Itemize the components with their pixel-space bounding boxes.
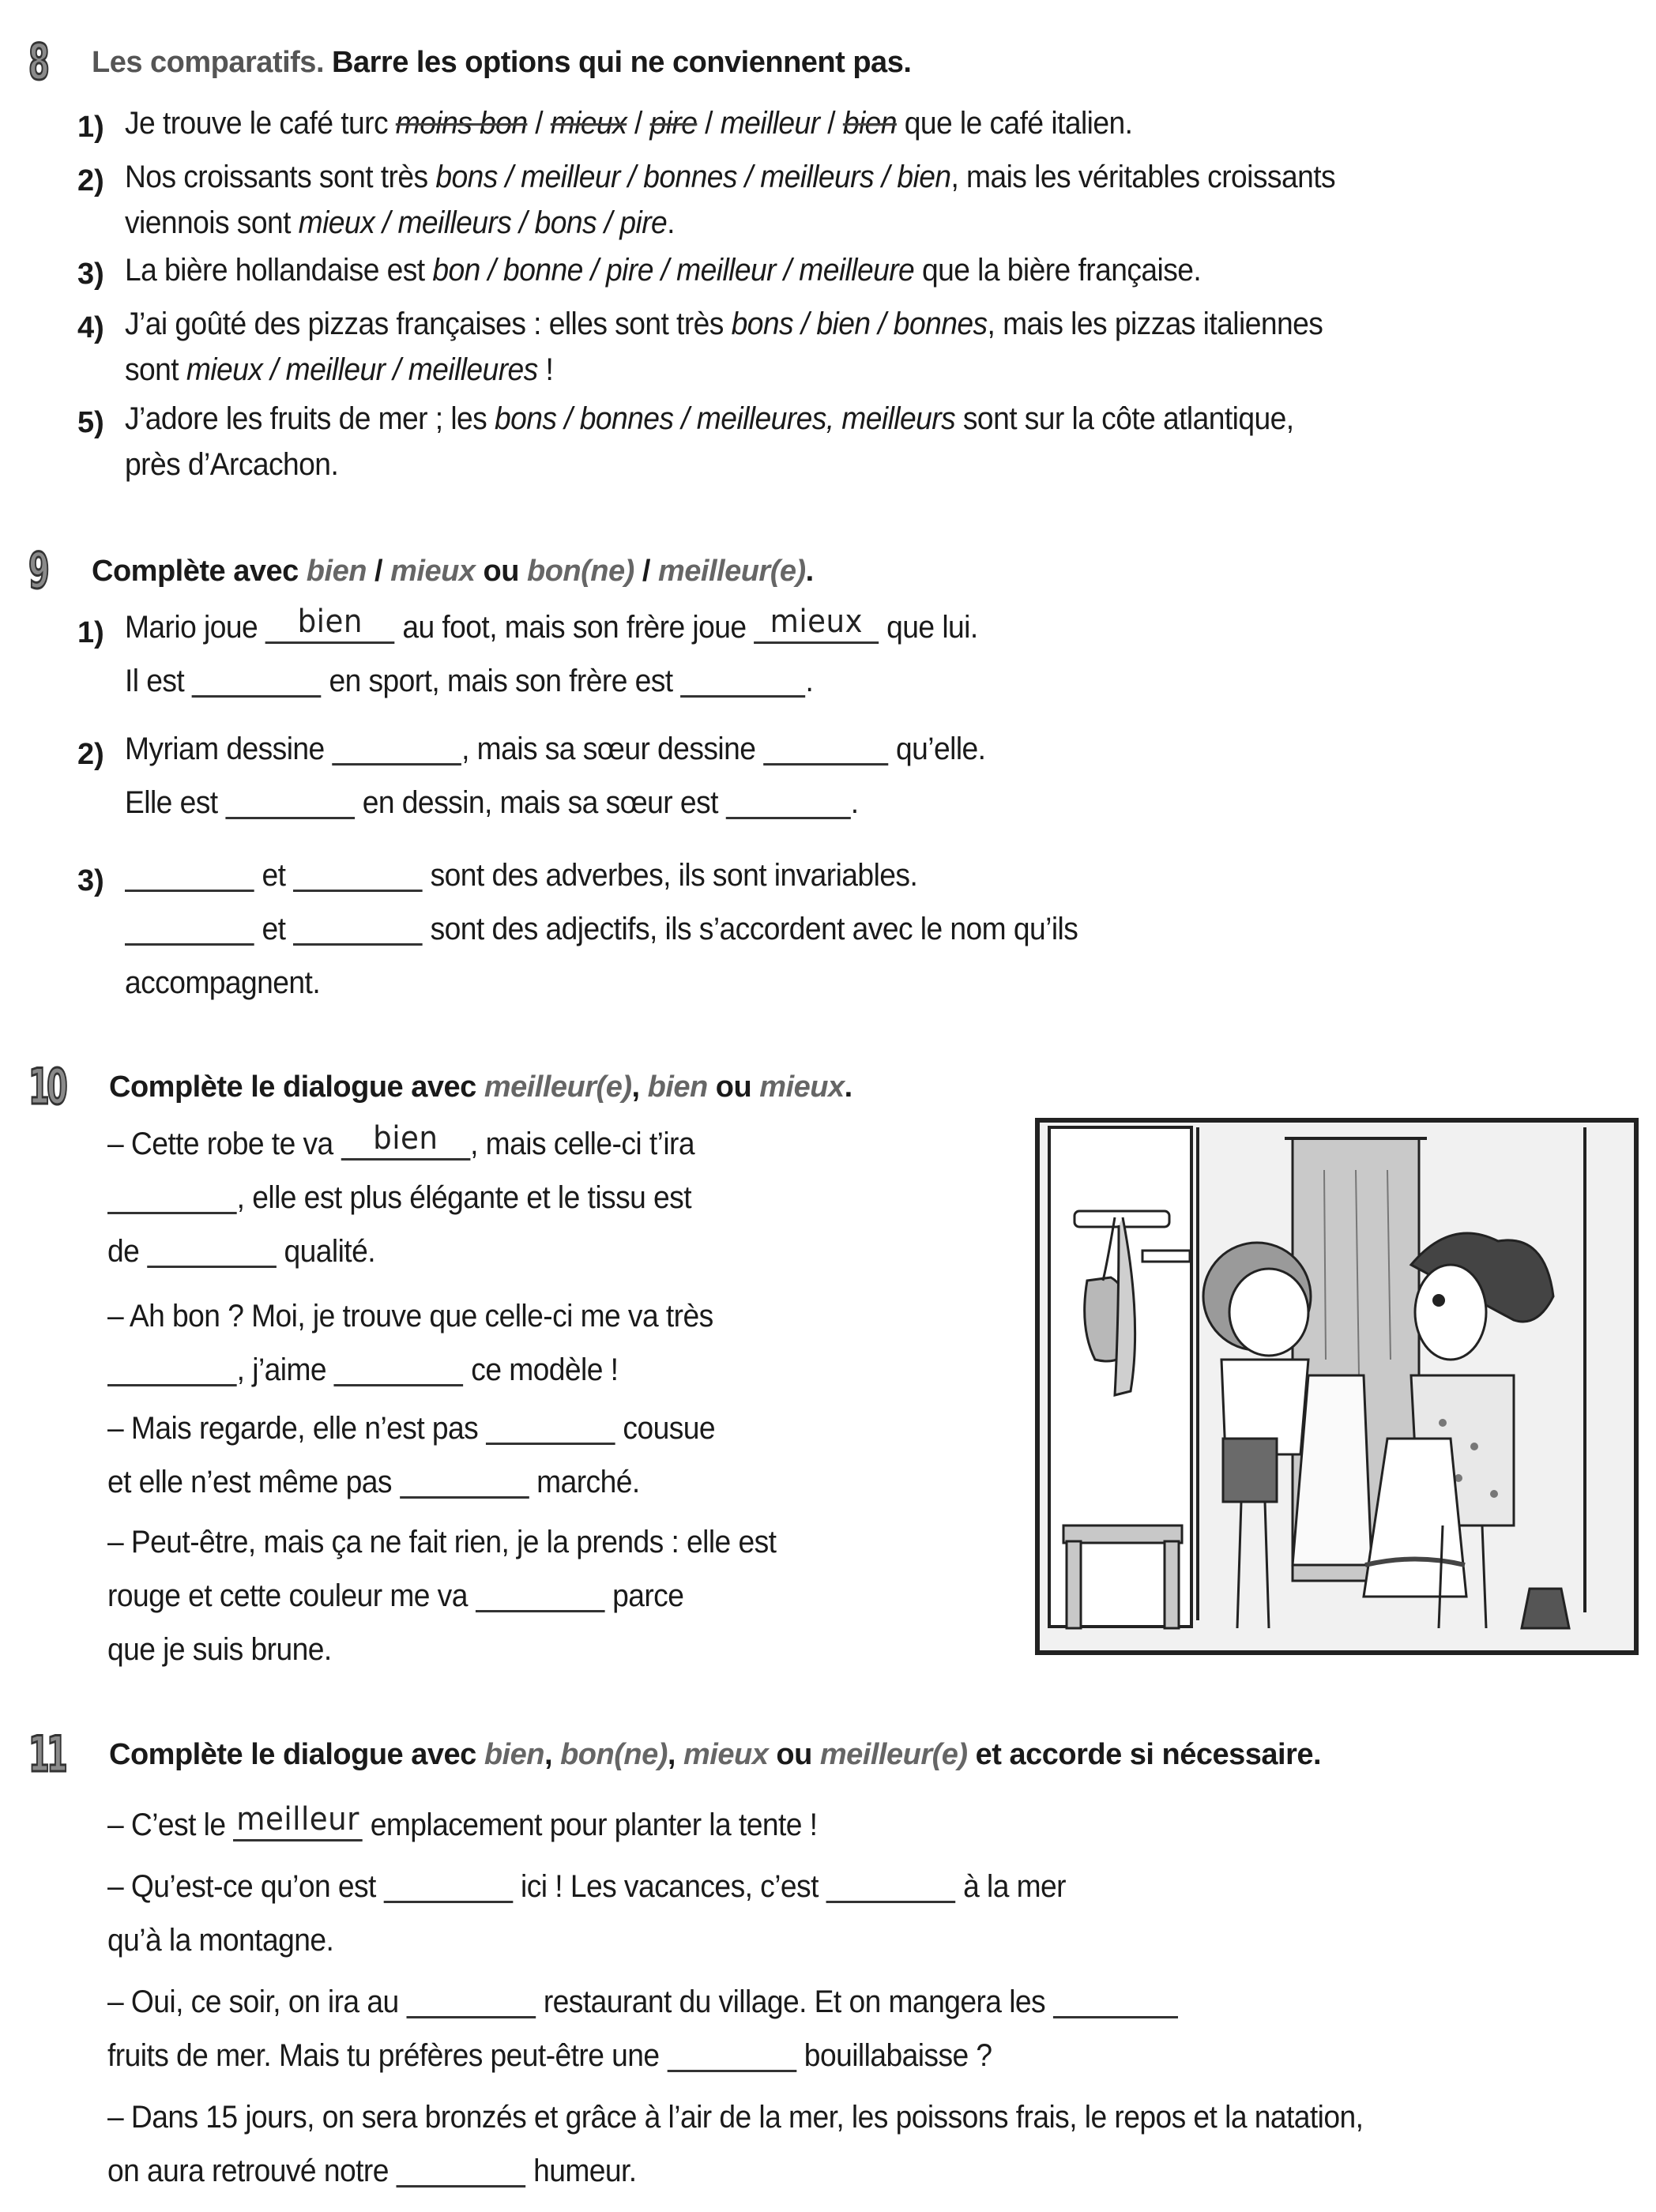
exercise-9-instruction <box>92 555 814 589</box>
exercise-9-header <box>28 542 814 600</box>
ex11-line4 <box>107 1984 1178 2020</box>
dialogue-text: – Oui, ce soir, on ira au <box>107 1984 407 2019</box>
option-kept[interactable]: meilleur <box>720 106 820 141</box>
dialogue-text: restaurant du village. Et on mangera les <box>536 1984 1053 2019</box>
ex10-line3 <box>107 1234 375 1270</box>
ex10-line9 <box>107 1578 683 1614</box>
ex8-item4-line2 <box>125 352 553 388</box>
sentence-text: . <box>667 205 675 240</box>
dialogue-text: à la mer <box>955 1869 1067 1904</box>
option-struck[interactable]: pire <box>649 106 698 141</box>
title-text: / <box>634 554 658 588</box>
answer-blank[interactable] <box>754 604 879 644</box>
sentence-text: , mais sa sœur dessine <box>461 732 764 766</box>
keyword: bien <box>647 1070 708 1104</box>
dialogue-text: parce <box>604 1578 684 1613</box>
dialogue-text: qualité. <box>276 1234 375 1269</box>
ex10-line4: – Ah bon ? Moi, je trouve que celle-ci me va très <box>107 1299 713 1334</box>
answer-blank[interactable] <box>332 732 461 766</box>
exercise-8-header <box>28 33 912 91</box>
options[interactable]: mieux / meilleurs / bons / pire <box>298 205 668 240</box>
ex10-line6 <box>107 1411 715 1446</box>
answer-blank[interactable] <box>125 912 254 946</box>
sentence-text: Elle est <box>125 785 226 820</box>
item-number: 2) <box>77 164 104 198</box>
ex10-line2 <box>107 1180 691 1216</box>
ex10-line1 <box>107 1120 694 1162</box>
answer-blank[interactable] <box>667 2038 796 2072</box>
sentence-text: que la bière française. <box>914 253 1202 288</box>
ex11-line3: qu’à la montagne. <box>107 1923 334 1958</box>
options[interactable]: bons / bonnes / meilleures, meilleurs <box>495 401 956 436</box>
title-text: . <box>844 1070 852 1104</box>
answer-blank[interactable] <box>400 1465 529 1499</box>
keyword: meilleur(e) <box>819 1737 968 1771</box>
options[interactable]: mieux / meilleur / meilleures <box>186 352 538 387</box>
ex8-item5-line1 <box>125 401 1294 437</box>
keyword: bon(ne) <box>526 554 634 588</box>
keyword: mieux <box>759 1070 845 1104</box>
ex9-item2-line1 <box>125 732 985 767</box>
dialogue-text: – Cette robe te va <box>107 1127 341 1161</box>
ex8-item4-line1 <box>125 307 1323 342</box>
sentence-text: que lui. <box>879 610 978 645</box>
answer-blank[interactable] <box>1053 1984 1178 2018</box>
sentence-text: en dessin, mais sa sœur est <box>354 785 726 820</box>
item-number: 1) <box>77 111 104 144</box>
answer-blank[interactable] <box>397 2154 526 2188</box>
answer-blank[interactable] <box>225 785 355 819</box>
ex8-item2-line1 <box>125 160 1335 195</box>
dialogue-text: de <box>107 1234 148 1269</box>
title-topic: Les comparatifs. <box>92 45 324 79</box>
sentence-text: . <box>805 664 814 698</box>
sentence-text: sont des adverbes, ils sont invariables. <box>422 858 918 893</box>
item-number: 1) <box>77 616 104 649</box>
sentence-text: Nos croissants sont très <box>125 160 436 194</box>
option-struck[interactable]: bien <box>842 106 897 141</box>
answer-blank[interactable] <box>726 785 851 819</box>
dialogue-text: fruits de mer. Mais tu préfères peut-être une <box>107 2038 668 2073</box>
sentence-text: La bière hollandaise est <box>125 253 433 288</box>
title-text: , <box>667 1737 683 1771</box>
title-instruction: Barre les options qui ne conviennent pas. <box>324 45 912 79</box>
answer-blank[interactable] <box>680 664 805 698</box>
keyword: mieux <box>390 554 476 588</box>
handwritten-answer: mieux <box>770 604 864 640</box>
answer-blank[interactable] <box>293 858 423 892</box>
sentence-text: et <box>254 912 294 946</box>
ex10-line10: que je suis brune. <box>107 1632 332 1667</box>
ex9-item3-line2 <box>125 912 1078 947</box>
ex9-item3-line1 <box>125 858 917 893</box>
keyword: meilleur(e) <box>484 1070 632 1104</box>
dialogue-text: , elle est plus élégante et le tissu est <box>236 1180 691 1215</box>
title-text: Complète le dialogue avec <box>109 1737 484 1771</box>
sentence-text: qu’elle. <box>888 732 986 766</box>
exercise-number-badge: 11 <box>28 1725 66 1783</box>
title-text: ou <box>768 1737 820 1771</box>
keyword: bien <box>306 554 367 588</box>
title-text: et accorde si nécessaire. <box>967 1737 1322 1771</box>
dialogue-text: ici ! Les vacances, c’est <box>513 1869 826 1904</box>
answer-blank[interactable] <box>125 858 254 892</box>
sentence-text: Il est <box>125 664 192 698</box>
exercise-8-instruction <box>92 46 911 80</box>
keyword: meilleur(e) <box>657 554 806 588</box>
options[interactable]: bons / bien / bonnes <box>731 307 988 341</box>
item-number: 3) <box>77 258 104 291</box>
ex8-item1: Je trouve le café turc moins bon / mieux / pire / meilleur / bien que le café italien. <box>125 106 1133 141</box>
title-text: Complète avec <box>92 554 307 588</box>
ex10-line7 <box>107 1465 640 1500</box>
answer-blank[interactable] <box>826 1869 956 1903</box>
title-text: . <box>805 554 814 588</box>
sentence-text: Je trouve le café turc <box>125 106 396 141</box>
item-number: 3) <box>77 864 104 897</box>
dialogue-text: on aura retrouvé notre <box>107 2154 397 2188</box>
option-struck[interactable]: mieux <box>550 106 627 141</box>
keyword: bien <box>484 1737 544 1771</box>
ex9-item1-line1 <box>125 604 978 645</box>
answer-blank[interactable] <box>192 664 322 698</box>
sentence-text: au foot, mais son frère joue <box>394 610 755 645</box>
title-text: ou <box>475 554 527 588</box>
answer-blank[interactable] <box>486 1411 615 1445</box>
item-number: 5) <box>77 406 104 439</box>
sentence-text: Mario joue <box>125 610 265 645</box>
dialogue-text: , mais celle-ci t’ira <box>470 1127 694 1161</box>
options[interactable]: bon / bonne / pire / meilleur / meilleure <box>432 253 915 288</box>
title-text: ou <box>707 1070 760 1104</box>
answer-blank[interactable] <box>384 1869 514 1903</box>
sentence-text: en sport, mais son frère est <box>321 664 681 698</box>
sentence-text: . <box>850 785 859 820</box>
dialogue-text: et elle n’est même pas <box>107 1465 400 1499</box>
exercise-11-instruction <box>109 1738 1321 1772</box>
fitting-room-illustration <box>1035 1118 1639 1655</box>
sentence-text: sont sur la côte atlantique, <box>955 401 1294 436</box>
options[interactable]: bons / meilleur / bonnes / meilleurs / bien <box>435 160 951 194</box>
handwritten-answer: bien <box>373 1120 438 1157</box>
sentence-text: et <box>254 858 294 893</box>
dialogue-text: – Qu’est-ce qu’on est <box>107 1869 384 1904</box>
ex11-line7 <box>107 2154 637 2189</box>
answer-blank[interactable] <box>334 1352 464 1386</box>
item-number: 2) <box>77 738 104 771</box>
ex11-line1 <box>107 1801 818 1843</box>
answer-blank[interactable] <box>476 1578 605 1612</box>
exercise-number-badge: 10 <box>28 1058 66 1115</box>
answer-blank[interactable] <box>107 1180 237 1214</box>
dialogue-text: cousue <box>615 1411 716 1446</box>
answer-blank[interactable] <box>233 1801 363 1841</box>
answer-blank[interactable] <box>763 732 888 766</box>
dialogue-text: emplacement pour planter la tente ! <box>362 1808 818 1842</box>
title-text: / <box>366 554 391 588</box>
ex10-line8: – Peut-être, mais ça ne fait rien, je la prends : elle est <box>107 1525 777 1559</box>
dialogue-text: ce modèle ! <box>463 1352 619 1387</box>
option-struck[interactable]: moins bon <box>395 106 528 141</box>
dialogue-text: – Mais regarde, elle n’est pas <box>107 1411 486 1446</box>
dialogue-text: – C’est le <box>107 1808 234 1842</box>
ex8-item2-line2 <box>125 205 675 241</box>
handwritten-answer: meilleur <box>236 1801 359 1838</box>
ex10-line5 <box>107 1352 618 1388</box>
item-number: 4) <box>77 311 104 344</box>
dialogue-text: humeur. <box>525 2154 637 2188</box>
dialogue-text: , j’aime <box>236 1352 334 1387</box>
sentence-text: sont des adjectifs, ils s’accordent avec le nom qu’ils <box>422 912 1078 946</box>
answer-blank[interactable] <box>147 1234 277 1268</box>
sentence-text: sont <box>125 352 186 387</box>
answer-blank[interactable] <box>265 604 395 644</box>
keyword: bon(ne) <box>560 1737 668 1771</box>
dialogue-text: bouillabaisse ? <box>796 2038 992 2073</box>
keyword: mieux <box>683 1737 769 1771</box>
ex8-item5-line2: près d’Arcachon. <box>125 447 339 482</box>
sentence-text: Myriam dessine <box>125 732 333 766</box>
exercise-number-badge: 8 <box>28 33 47 91</box>
sentence-text: que le café italien. <box>896 106 1133 141</box>
two-women-fitting-room-icon <box>1040 1123 1634 1650</box>
title-text: , <box>631 1070 648 1104</box>
dialogue-text: rouge et cette couleur me va <box>107 1578 476 1613</box>
ex11-line6: – Dans 15 jours, on sera bronzés et grâce à l’air de la mer, les poissons frais, le repos et la natation, <box>107 2100 1364 2135</box>
handwritten-answer: bien <box>297 604 363 640</box>
answer-blank[interactable] <box>406 1984 536 2018</box>
sentence-text: ! <box>537 352 554 387</box>
exercise-10-instruction <box>109 1070 852 1104</box>
title-text: , <box>544 1737 561 1771</box>
exercise-number-badge: 9 <box>28 542 47 600</box>
ex11-line2 <box>107 1869 1066 1905</box>
answer-blank[interactable] <box>341 1120 470 1161</box>
title-text: Complète le dialogue avec <box>109 1070 484 1104</box>
answer-blank[interactable] <box>293 912 423 946</box>
answer-blank[interactable] <box>107 1352 237 1386</box>
sentence-text: J’adore les fruits de mer ; les <box>125 401 495 436</box>
exercise-10-header <box>28 1058 852 1115</box>
ex9-item1-line2 <box>125 664 813 699</box>
ex9-item2-line2 <box>125 785 859 821</box>
exercise-11-header <box>28 1725 1322 1783</box>
sentence-text: , mais les pizzas italiennes <box>987 307 1323 341</box>
sentence-text: J’ai goûté des pizzas françaises : elles sont très <box>125 307 732 341</box>
ex9-item3-line3: accompagnent. <box>125 965 321 1000</box>
sentence-text: , mais les véritables croissants <box>950 160 1336 194</box>
ex8-item3 <box>125 253 1201 288</box>
sentence-text: viennois sont <box>125 205 299 240</box>
dialogue-text: marché. <box>529 1465 640 1499</box>
ex11-line5 <box>107 2038 992 2074</box>
